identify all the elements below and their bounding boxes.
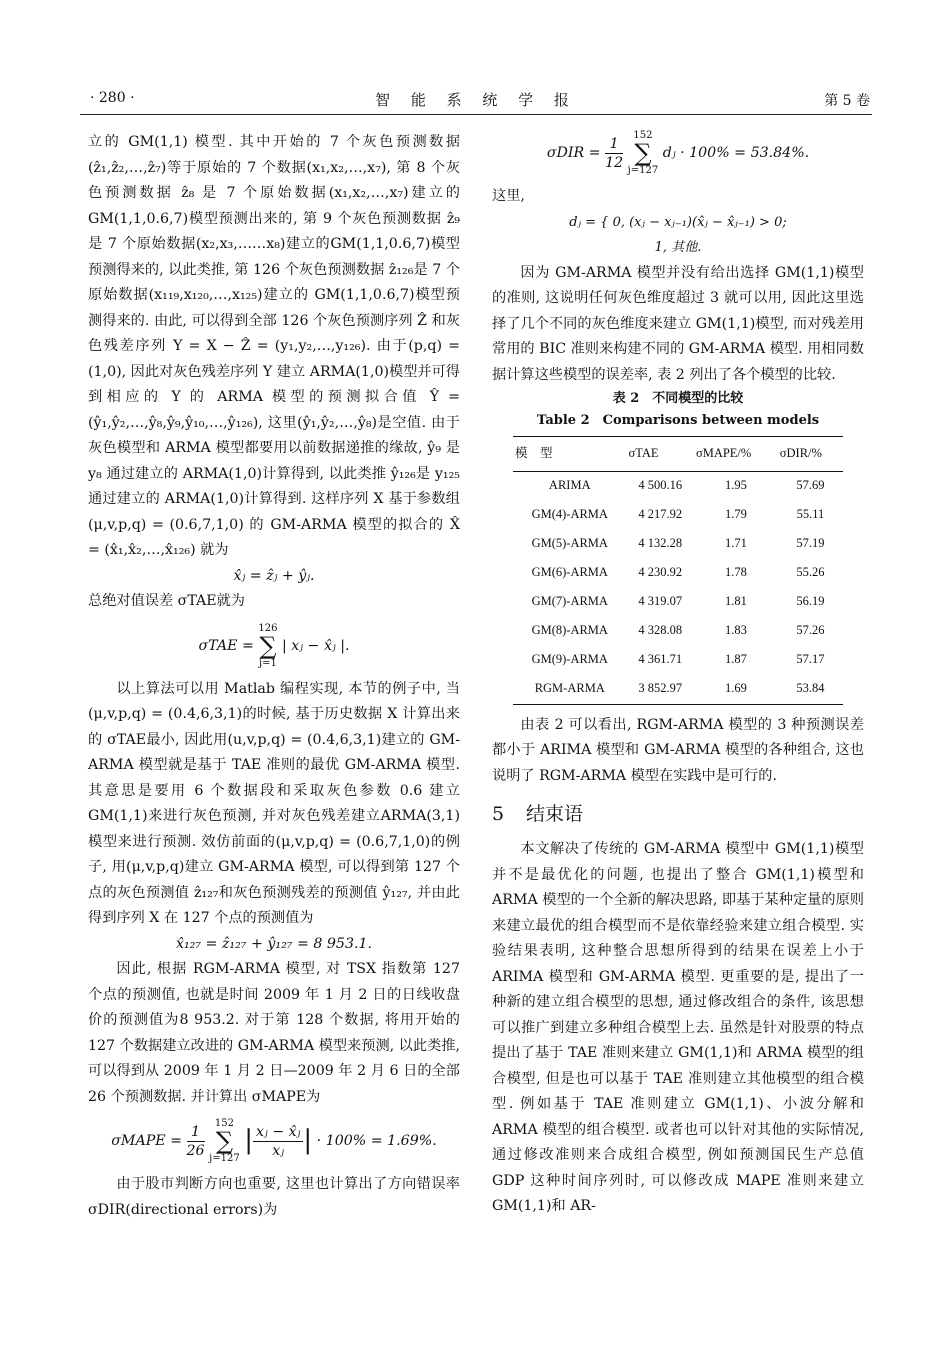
- paragraph: 立的 GM(1,1) 模型. 其中开始的 7 个灰色预测数据(ẑ₁,ẑ₂,…,ẑ₇)等于原始的 7 个数据(x₁,x₂,…,x₇), 第 8 个灰色预测数据 ẑ₈ 是 7 个原始数据(x₁,x₂,…,x₇)建立的GM(1,1,0.6,7)模型预测出来的, 第 9 个灰色预测数据 ẑ₉ 是 7 个原始数据(x₂,x₃,……x₈)建立的GM(1,1,0.6,7)模型预测得来的, 以此类推, 第 126 个灰色预测数据 ẑ₁₂₆是 7 个原始数据(x₁₁₉,x₁₂₀,…,x₁₂₅)建立的 GM(1,1,0.6,7)模型预测得来的. 由此, 可以得到全部 126 个灰色预测序列 Ẑ 和灰色残差序列 Y = X − Ẑ = (y₁,y₂,…,y₁₂₆). 由于(p,q) = (1,0), 因此对灰色残差序列 Y 建立 ARMA(1,0)模型并可得到相应的 Y 的 ARMA 模型的预测拟合值 Ŷ = (ŷ₁,ŷ₂,…,ŷ₈,ŷ₉,ŷ₁₀,…,ŷ₁₂₆), 这里(ŷ₁,ŷ₂,…,ŷ₈)是空值. 由于灰色模型和 ARMA 模型都要用以前数据递推的缘故, ŷ₉ 是 y₈ 通过建立的 ARMA(1,0)计算得到, 以此类推 ŷ₁₂₆是 y₁₂₅通过建立的 ARMA(1,0)计算得到. 这样序列 X 基于参数组(μ,v,p,q) = (0.6,7,1,0) 的 GM-ARMA 模型的拟合的 X̂ = (x̂₁,x̂₂,…,x̂₁₂₆) 就为: [88, 134, 460, 558]
- paragraph: 以上算法可以用 Matlab 编程实现, 本节的例子中, 当(μ,v,p,q) = (0.4,6,3,1)的时候, 基于历史数据 X 计算出来的 σTAE最小, 因此用(u,v,p,q) = (0.4,6,3,1)建立的 GM-ARMA 模型就是基于 TAE 准则的最优 GM-ARMA 模型. 其意思是要用 6 个数据段和采取灰色参数 0.6 建立GM(1,1)来进行灰色预测, 并对灰色残差建立ARMA(3,1)模型来进行预测. 效仿前面的(μ,v,p,q) = (0.6,7,1,0)的例子, 用(μ,v,p,q)建立 GM-ARMA 模型, 可以得到第 127 个点的灰色预测值 ẑ₁₂₇和灰色预测残差的预测值 ŷ₁₂₇, 并由此得到序列 X 在 127 个点的预测值为: [88, 680, 460, 926]
- table-cell: 1.69: [694, 675, 778, 705]
- table-cell: 57.26: [796, 623, 825, 638]
- eq-lhs: σTAE =: [198, 637, 254, 654]
- equation-case-1: dⱼ = { 0, (xⱼ − xⱼ₋₁)(x̂ⱼ − x̂ⱼ₋₁) > 0;: [569, 214, 787, 230]
- table-cell: 55.11: [796, 507, 825, 522]
- table-cell: 1.81: [724, 594, 747, 609]
- equation: x̂ⱼ = ẑⱼ + ŷⱼ.: [233, 567, 315, 584]
- table-cell: 57.17: [796, 652, 825, 667]
- table-cell: 1.78: [724, 565, 747, 580]
- section-number: 5: [492, 803, 505, 825]
- table-cell: GM(5)-ARMA: [531, 536, 608, 551]
- section-title: 结束语: [526, 803, 584, 825]
- volume-label: 第 5 卷: [824, 93, 870, 109]
- eq-lhs: σMAPE =: [111, 1133, 183, 1149]
- table-cell: 4 230.92: [638, 565, 683, 580]
- table-cell: 55.26: [796, 565, 825, 580]
- right-column: [492, 130, 864, 1220]
- table-cell: 57.19: [796, 536, 825, 551]
- table-row: [513, 559, 843, 588]
- paragraph: 这里,: [492, 188, 525, 204]
- table-row: [513, 501, 843, 530]
- table-row: [513, 471, 843, 501]
- comparison-table: [513, 436, 843, 705]
- fraction: $\frac{\text{xⱼ − x̂ⱼ}}{\text{xⱼ}}$: [253, 1123, 303, 1160]
- table-cell: GM(4)-ARMA: [531, 507, 608, 522]
- table-caption-en: Table 2 Comparisons between models: [536, 413, 820, 428]
- table-cell: 3 852.97: [627, 675, 694, 705]
- table-cell: 4 132.28: [638, 536, 683, 551]
- table-row: [513, 530, 843, 559]
- table-cell: 4 328.08: [638, 623, 683, 638]
- table-cell: 4 500.16: [638, 478, 683, 493]
- eq-rhs: dⱼ · 100% = 53.84%.: [662, 145, 810, 161]
- summation: 126 ∑ j=1: [258, 622, 278, 669]
- section-heading: [492, 799, 864, 829]
- table-cell: 1.83: [724, 623, 747, 638]
- sum-bot: j=1: [259, 657, 277, 669]
- table-cell: 56.19: [796, 594, 825, 609]
- table-header: σMAPE/%: [694, 437, 778, 472]
- equation-mape: σMAPE = $\frac{1}{26}$ 152 ∑ j=127 | $\frac{\text{xⱼ − x̂ⱼ}}{\text{xⱼ}}$ | · 100% = 1.69%.: [111, 1118, 437, 1164]
- left-column: [88, 130, 460, 1223]
- equation-case-2: 1, 其他.: [654, 240, 702, 255]
- table-row: [513, 675, 843, 705]
- paragraph: 由表 2 可以看出, RGM-ARMA 模型的 3 种预测误差都小于 ARIMA 模型和 GM-ARMA 模型的各种组合, 这也说明了 RGM-ARMA 模型在实践中是可行的.: [492, 716, 864, 784]
- fraction: $\frac{1}{26}$: [186, 1123, 205, 1159]
- equation: x̂₁₂₇ = ẑ₁₂₇ + ŷ₁₂₇ = 8 953.1.: [175, 935, 373, 952]
- table-cell: 57.69: [796, 478, 825, 493]
- journal-title: 智 能 系 统 学 报: [375, 91, 577, 109]
- table-cell: RGM-ARMA: [513, 675, 627, 705]
- table-header: 模 型: [513, 437, 627, 472]
- table-header: σTAE: [627, 437, 694, 472]
- table-header: σDIR/%: [778, 437, 843, 472]
- paragraph: 因为 GM-ARMA 模型并没有给出选择 GM(1,1)模型的准则, 这说明任何灰色维度超过 3 就可以用, 因此这里选择了几个不同的灰色维度来建立 GM(1,1)模型, 而对残差用常用的 BIC 准则来构建不同的 GM-ARMA 模型. 用相同数据计算这些模型的误差率, 表 2 列出了各个模型的比较.: [492, 264, 864, 383]
- equation-tae: [88, 623, 460, 669]
- paragraph: 总绝对值误差 σTAE就为: [88, 593, 245, 609]
- table-cell: 1.71: [724, 536, 747, 551]
- table-cell: 4 361.71: [638, 652, 683, 667]
- table-cell: 1.87: [724, 652, 747, 667]
- eq-rhs: | xⱼ − x̂ⱼ |.: [282, 637, 350, 654]
- table-cell: GM(8)-ARMA: [531, 623, 608, 638]
- table-cell: 4 217.92: [638, 507, 683, 522]
- table-row: [513, 588, 843, 617]
- table-cell: GM(9)-ARMA: [531, 652, 608, 667]
- eq-rhs: · 100% = 1.69%.: [316, 1133, 437, 1149]
- page-number: · 280 ·: [90, 90, 135, 106]
- table-row: [513, 617, 843, 646]
- table-caption-cn: 表 2 不同模型的比较: [612, 391, 744, 406]
- table-cell: 53.84: [778, 675, 843, 705]
- table-cell: 4 319.07: [638, 594, 683, 609]
- page-header: [80, 88, 872, 115]
- paragraph: 本文解决了传统的 GM-ARMA 模型中 GM(1,1)模型并不是最优化的问题, 也提出了整合 GM(1,1)模型和 ARMA 模型的一个全新的解决思路, 即基于某种定量的原则来建立最优的组合模型而不是依靠经验来建立组合模型. 实验结果表明, 这种整合思想所得到的结果在误差上小于 ARIMA 模型和 GM-ARMA 模型. 更重要的是, 提出了一种新的建立组合模型的思想, 通过修改组合的条件, 该思想可以推广到建立多种组合模型上去. 虽然是针对股票的特点提出了基于 TAE 准则来建立 GM(1,1)和 ARMA 模型的组合模型, 但是也可以基于 TAE 准则建立其他模型的组合模型. 例如基于 TAE 准则建立 GM(1,1)、小波分解和 ARMA 模型的组合模型. 或者也可以针对其他的实际情况, 通过修改准则来合成组合模型, 例如预测国民生产总值 GDP 这种时间序列时, 可以修改成 MAPE 准则来建立 GM(1,1)和 AR-: [492, 841, 864, 1214]
- equation-dir: [492, 130, 864, 176]
- table-cell: ARIMA: [548, 478, 591, 493]
- table-header-row: [513, 437, 843, 472]
- summation: 152 ∑ j=127: [627, 130, 659, 176]
- fraction: $\frac{1}{12}$: [605, 135, 624, 171]
- summation: 152 ∑ j=127: [209, 1118, 240, 1164]
- table-cell: GM(6)-ARMA: [531, 565, 608, 580]
- table-cell: GM(7)-ARMA: [531, 594, 608, 609]
- table-row: [513, 646, 843, 675]
- paragraph: 因此, 根据 RGM-ARMA 模型, 对 TSX 指数第 127 个点的预测值, 也就是时间 2009 年 1 月 2 日的日线收盘价的预测值为8 953.2. 对于第 128 个数据, 将用开始的 127 个数据建立改进的 GM-ARMA 模型来预测, 以此类推, 可以得到从 2009 年 1 月 2 日—2009 年 2 月 6 日的全部 26 个预测数据. 并计算出 σMAPE为: [88, 961, 460, 1105]
- table-cell: 1.95: [724, 478, 747, 493]
- paragraph: 由于股市判断方向也重要, 这里也计算出了方向错误率 σDIR(directional errors)为: [88, 1176, 460, 1218]
- sum-top: 126: [258, 622, 278, 634]
- table-cell: 1.79: [724, 507, 747, 522]
- eq-lhs: σDIR =: [546, 145, 601, 161]
